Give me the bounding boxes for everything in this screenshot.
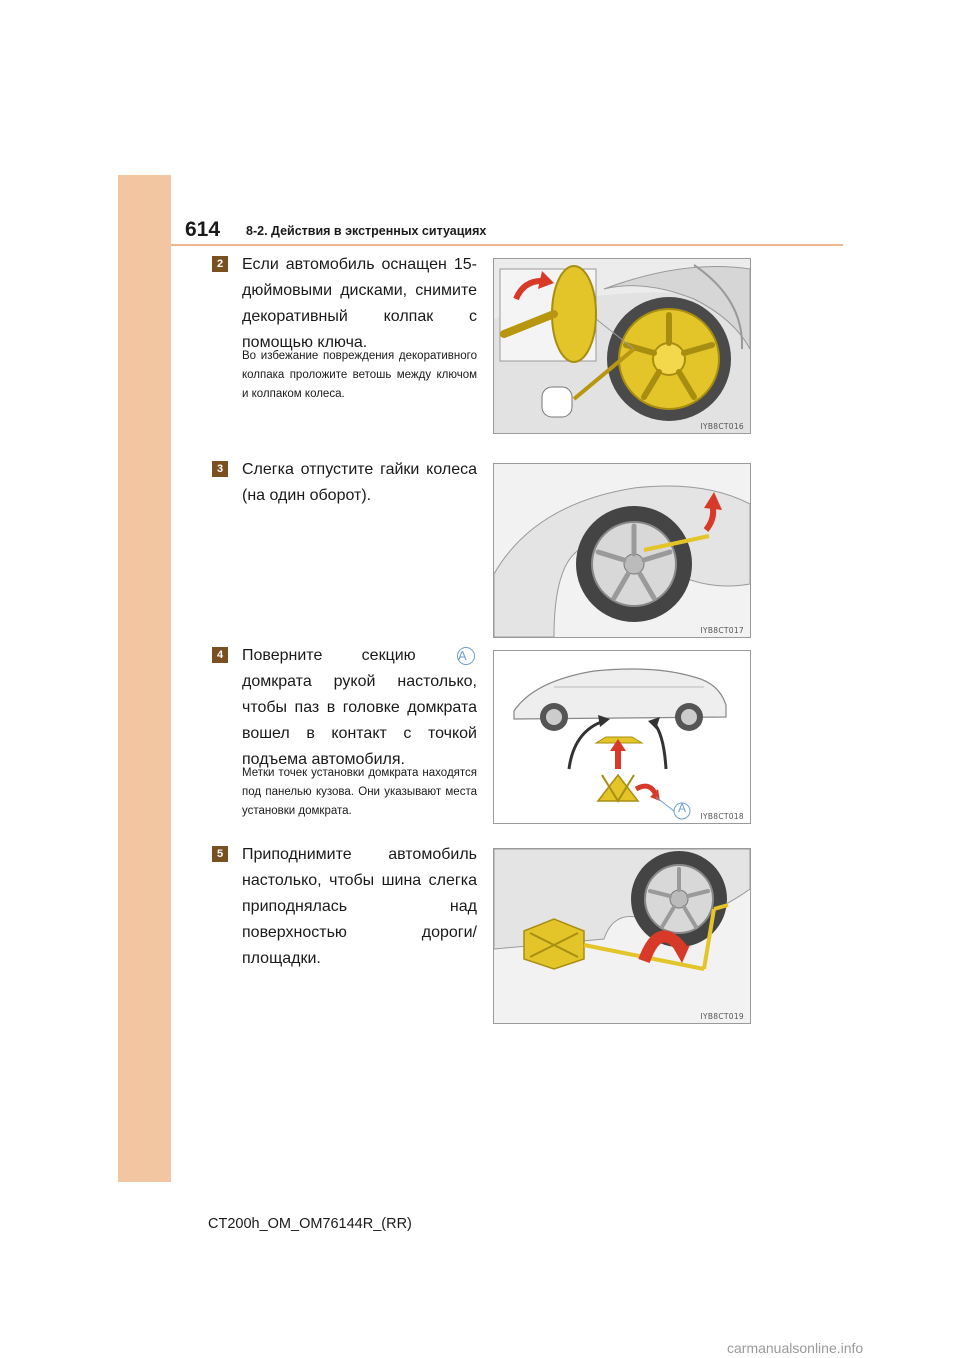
illustration-raise-vehicle	[494, 849, 750, 1023]
section-title: 8-2. Действия в экстренных ситуациях	[246, 224, 487, 238]
figure-code: IYB8CT018	[700, 812, 744, 821]
step-text-end: домкрата рукой настолько, чтобы паз в головке домкрата вошел в контакт с точкой подъема автомобиля.	[242, 673, 477, 768]
figure-code: IYB8CT017	[700, 626, 744, 635]
step-badge: 2	[212, 256, 228, 272]
figure-loosen-nuts	[493, 463, 751, 638]
step-text: Если автомобиль оснащен 15-дюймовыми дисками, снимите декоративный колпак с помощью ключа.	[242, 256, 477, 351]
step-note: Во избежание повреждения декоративного колпака проложите ветошь между ключом и колпаком колеса.	[242, 350, 477, 400]
illustration-jack-position	[494, 651, 750, 823]
figure-label-a: A	[677, 801, 686, 815]
figure-jack-position	[493, 650, 751, 824]
page-number: 614	[185, 218, 221, 241]
step-badge: 4	[212, 647, 228, 663]
side-band	[118, 175, 171, 1182]
marker-a: A	[457, 647, 475, 665]
footer-document-code: CT200h_OM_OM76144R_(RR)	[208, 1216, 412, 1232]
step-badge: 3	[212, 461, 228, 477]
figure-code: IYB8CT019	[700, 1012, 744, 1021]
step-badge: 5	[212, 846, 228, 862]
figure-raise-vehicle	[493, 848, 751, 1024]
footer-site-watermark: carmanualsonline.info	[727, 1340, 864, 1356]
figure-remove-hubcap	[493, 258, 751, 434]
step-text: Слегка отпустите гайки колеса (на один оборот).	[242, 461, 477, 504]
step-text: Приподнимите автомобиль настолько, чтобы шина слегка приподнялась над поверхностью дороги/площадки.	[242, 846, 477, 967]
illustration-loosen-nuts	[494, 464, 750, 637]
header-rule	[171, 244, 843, 246]
step-note: Метки точек установки домкрата находятся под панелью кузова. Они указывают места установки домкрата.	[242, 767, 477, 817]
step-text-start: Поверните секцию	[242, 647, 416, 664]
illustration-remove-hubcap	[494, 259, 750, 433]
step-text	[242, 643, 477, 773]
figure-code: IYB8CT016	[700, 422, 744, 431]
